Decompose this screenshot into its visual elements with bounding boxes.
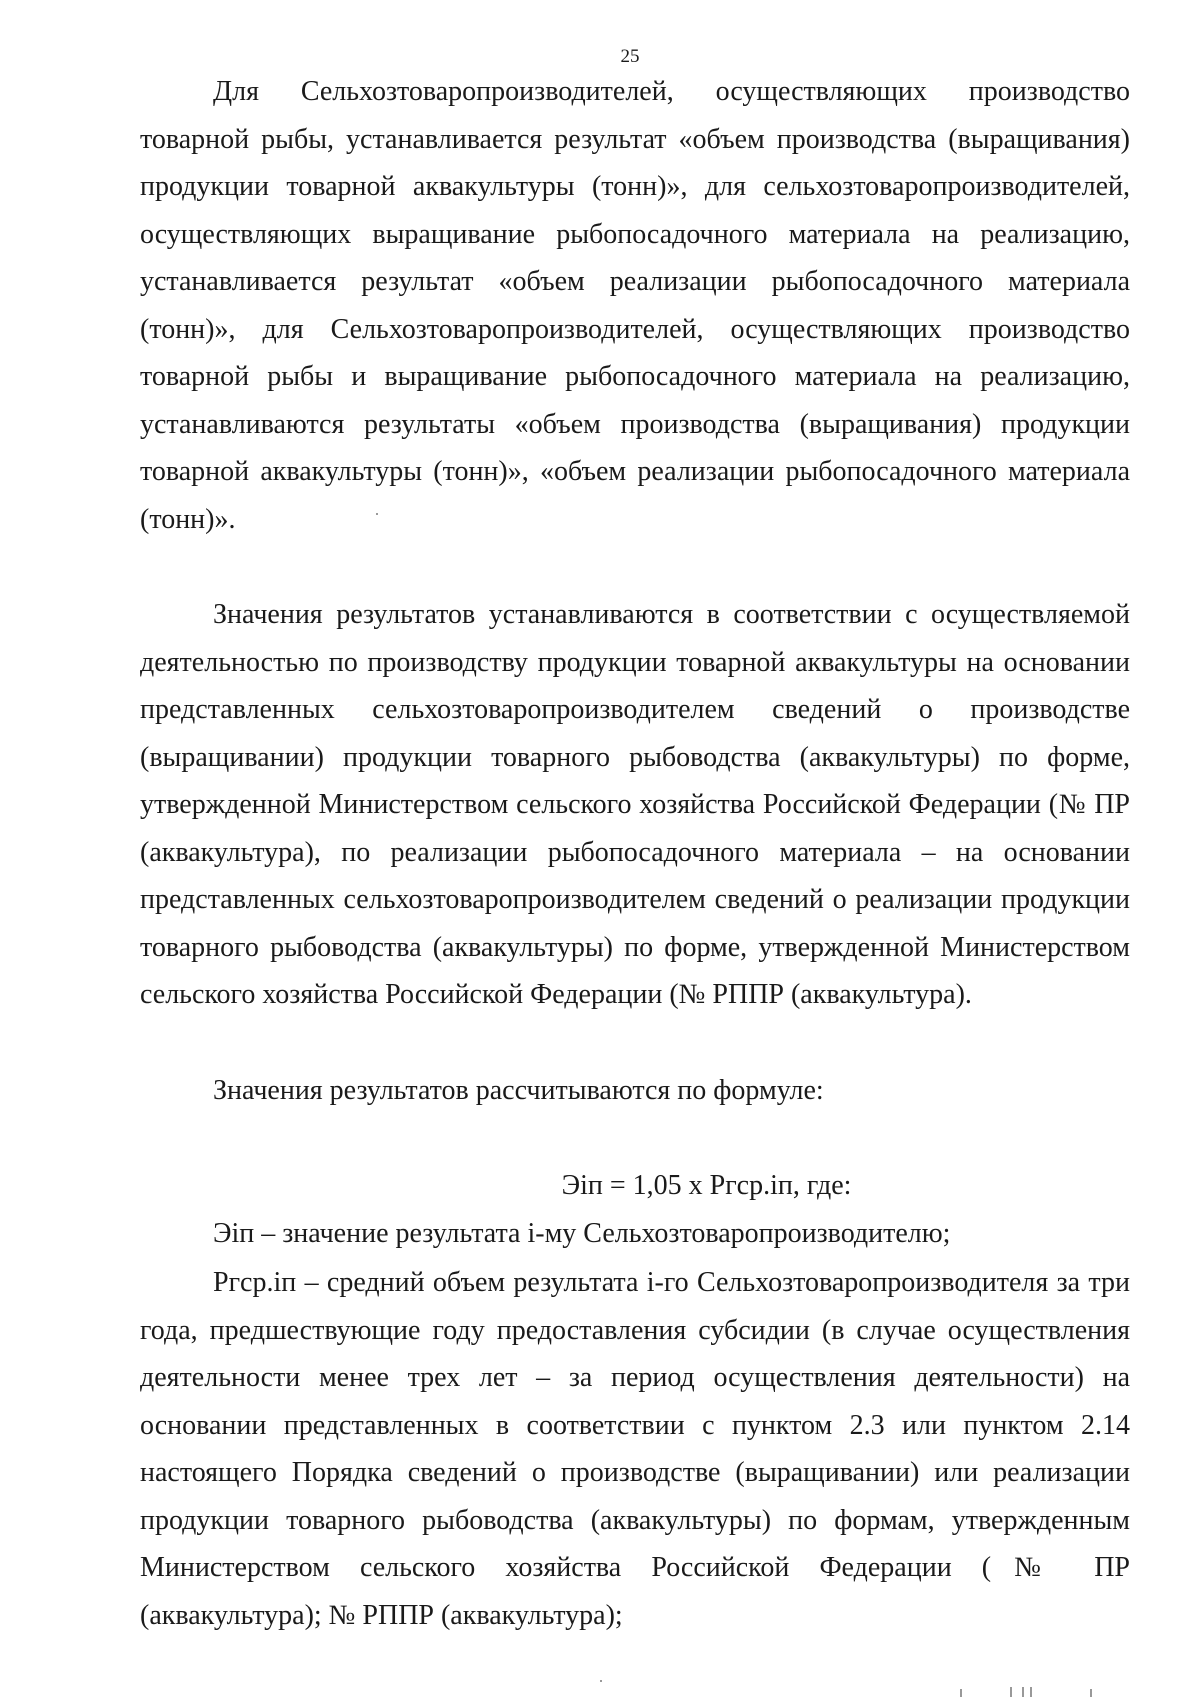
scan-edge-mark <box>1090 1689 1092 1697</box>
scan-speck <box>376 513 378 515</box>
document-body <box>140 68 1130 1639</box>
paragraph-definition-prcp: Ргср.iп – средний объем результата i-го Сельхозтоваропроизводителя за три года, предшествующие году предоставления субсидии (в случае осуществления деятельности менее трех лет – за период осуществления деятельности) на основании представленных в соответствии с пунктом 2.3 или пунктом 2.14 настоящего Порядка сведений о производстве (выращивании) или реализации продукции товарного рыбоводства (аквакультуры) по формам, утвержденным Министерством сельского хозяйства Российской Федерации (№ ПР (аквакультура); № РППР (аквакультура); <box>140 1267 1130 1631</box>
scan-edge-mark <box>1022 1687 1024 1697</box>
paragraph-results-values: Значения результатов устанавливаются в соответствии с осуществляемой деятельностью по производству продукции товарной аквакультуры на основании представленных сельхозтоваропроизводителем сведений о производстве (выращивании) продукции товарного рыбоводства (аквакультуры) по форме, утвержденной Министерством сельского хозяйства Российской Федерации (№ ПР (аквакультура), по реализации рыбопосадочного материала – на основании представленных сельхозтоваропроизводителем сведений о реализации продукции товарного рыбоводства (аквакультуры) по форме, утвержденной Министерством сельского хозяйства Российской Федерации (№ РППР (аквакультура). <box>140 599 1130 1010</box>
scan-edge-mark <box>1010 1687 1012 1697</box>
scan-edge-mark <box>960 1689 962 1697</box>
scan-edge-mark <box>1030 1687 1032 1697</box>
page-number: 25 <box>620 46 640 67</box>
paragraph-results-types: Для Сельхозтоваропроизводителей, осуществляющих производство товарной рыбы, устанавливается результат «объем производства (выращивания) продукции товарной аквакультуры (тонн)», для сельхозтоваропроизводителей, осуществляющих выращивание рыбопосадочного материала на реализацию, устанавливается результат «объем реализации рыбопосадочного материала (тонн)», для Сельхозтоваропроизводителей, осуществляющих производство товарной рыбы и выращивание рыбопосадочного материала на реализацию, устанавливаются результаты «объем производства (выращивания) продукции товарной аквакультуры (тонн)», «объем реализации рыбопосадочного материала (тонн)». <box>140 76 1130 535</box>
formula: Эiп = 1,05 x Ргср.iп, где: <box>561 1170 852 1201</box>
paragraph-formula-intro: Значения результатов рассчитываются по формуле: <box>213 1074 824 1106</box>
paragraph-definition-eip: Эiп – значение результата i-му Сельхозтоваропроизводителю; <box>213 1217 951 1249</box>
scan-speck <box>600 1680 602 1682</box>
